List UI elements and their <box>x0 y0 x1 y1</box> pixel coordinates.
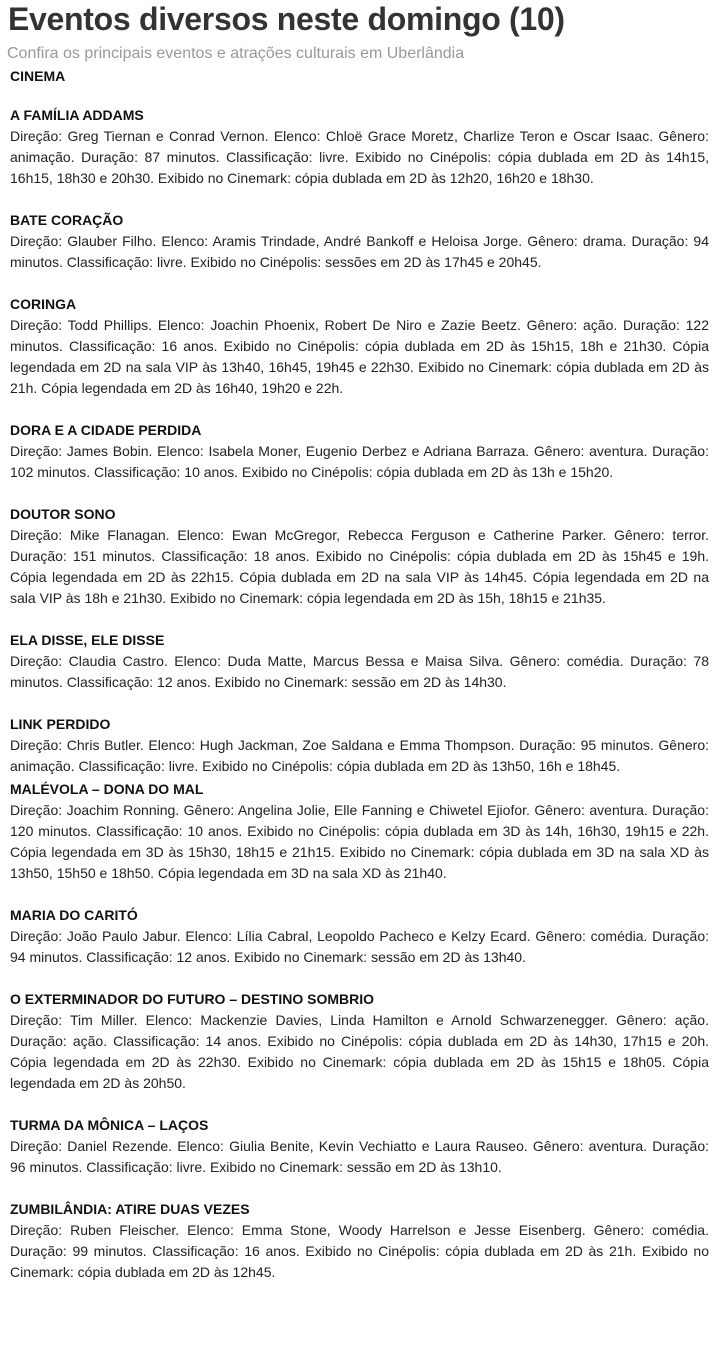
section-heading-cinema: CINEMA <box>10 68 66 84</box>
article-subtitle: Confira os principais eventos e atrações culturais em Uberlândia <box>7 45 465 62</box>
movie-description: Direção: Daniel Rezende. Elenco: Giulia Benite, Kevin Vechiatto e Laura Rauseo. Gênero: aventura. Duração: 96 minutos. Classificação: livre. Exibido no Cinemark: sessão em 2D às 13h10. <box>10 1138 709 1175</box>
movie-entry <box>10 420 709 483</box>
movie-description: Direção: Joachim Ronning. Gênero: Angelina Jolie, Elle Fanning e Chiwetel Ejiofor. Gênero: aventura. Duração: 120 minutos. Classificação: 10 anos. Exibido no Cinépolis: cópia dublada em 3D às 14h, 16h30, 19h15 e 22h. Cópia legendada em 3D às 15h30, 18h15 e 21h15. Exibido no Cinemark: cópia dublada em 3D na sala XD às 13h50, 15h50 e 18h50. Cópia legendada em 3D na sala XD às 21h40. <box>10 802 709 881</box>
movie-description: Direção: João Paulo Jabur. Elenco: Lília Cabral, Leopoldo Pacheco e Kelzy Ecard. Gênero: comédia. Duração: 94 minutos. Classificação: 12 anos. Exibido no Cinemark: sessão em 2D às 13h40. <box>10 928 709 965</box>
movie-entry <box>10 504 709 609</box>
movie-title: DOUTOR SONO <box>10 506 116 522</box>
movie-title: DORA E A CIDADE PERDIDA <box>10 422 202 438</box>
movie-title: MARIA DO CARITÓ <box>10 907 138 923</box>
movie-title: LINK PERDIDO <box>10 716 111 732</box>
article-title: Eventos diversos neste domingo (10) <box>8 1 565 37</box>
movie-entry <box>10 210 709 273</box>
movie-title: ELA DISSE, ELE DISSE <box>10 632 165 648</box>
movie-entry <box>10 905 709 968</box>
movie-entry <box>10 714 709 777</box>
movie-description: Direção: Todd Phillips. Elenco: Joachin Phoenix, Robert De Niro e Zazie Beetz. Gênero: ação. Duração: 122 minutos. Classificação: 16 anos. Exibido no Cinépolis: cópia dublada em 2D às 15h15, 18h e 21h30. Cópia legendada em 2D na sala VIP às 13h40, 16h45, 19h45 e 22h30. Exibido no Cinemark: cópia dublada em 2D às 21h. Cópia legendada em 2D às 16h40, 19h20 e 22h. <box>10 317 709 396</box>
movie-description: Direção: Ruben Fleischer. Elenco: Emma Stone, Woody Harrelson e Jesse Eisenberg. Gênero: comédia. Duração: 99 minutos. Classificação: 16 anos. Exibido no Cinépolis: cópia dublada em 2D às 21h. Exibido no Cinemark: cópia dublada em 2D às 12h45. <box>10 1222 709 1280</box>
movie-title: BATE CORAÇÃO <box>10 212 124 228</box>
movie-entry <box>10 105 709 189</box>
movie-description: Direção: Glauber Filho. Elenco: Aramis Trindade, André Bankoff e Heloisa Jorge. Gênero: drama. Duração: 94 minutos. Classificação: livre. Exibido no Cinépolis: sessões em 2D às 17h45 e 20h45. <box>10 233 709 270</box>
movie-description: Direção: Tim Miller. Elenco: Mackenzie Davies, Linda Hamilton e Arnold Schwarzenegger. Gênero: ação. Duração: ação. Classificação: 14 anos. Exibido no Cinépolis: cópia dublada em 2D às 14h30, 17h15 e 20h. Cópia legendada em 2D às 22h30. Exibido no Cinemark: cópia dublada em 2D às 15h15 e 18h05. Cópia legendada em 2D às 20h50. <box>10 1012 709 1091</box>
movie-description: Direção: Mike Flanagan. Elenco: Ewan McGregor, Rebecca Ferguson e Catherine Parker. Gênero: terror. Duração: 151 minutos. Classificação: 18 anos. Exibido no Cinépolis: cópia dublada em 2D às 15h45 e 19h. Cópia legendada em 2D às 22h15. Cópia dublada em 2D na sala VIP às 14h45. Cópia legendada em 2D na sala VIP às 18h e 21h30. Exibido no Cinemark: cópia legendada em 2D às 15h, 18h15 e 21h35. <box>10 527 709 606</box>
movie-description: Direção: Claudia Castro. Elenco: Duda Matte, Marcus Bessa e Maisa Silva. Gênero: comédia. Duração: 78 minutos. Classificação: 12 anos. Exibido no Cinemark: sessão em 2D às 14h30. <box>10 653 709 690</box>
movie-entry <box>10 1115 709 1178</box>
movie-description: Direção: Greg Tiernan e Conrad Vernon. Elenco: Chloë Grace Moretz, Charlize Teron e Oscar Isaac. Gênero: animação. Duração: 87 minutos. Classificação: livre. Exibido no Cinépolis: cópia dublada em 2D às 14h15, 16h15, 18h30 e 20h30. Exibido no Cinemark: cópia dublada em 2D às 12h20, 16h20 e 18h30. <box>10 128 709 186</box>
movie-description: Direção: James Bobin. Elenco: Isabela Moner, Eugenio Derbez e Adriana Barraza. Gênero: aventura. Duração: 102 minutos. Classificação: 10 anos. Exibido no Cinépolis: cópia dublada em 2D às 13h e 15h20. <box>10 443 709 480</box>
movie-entry <box>10 1199 709 1283</box>
movie-listing <box>10 105 709 1283</box>
movie-title: TURMA DA MÔNICA – LAÇOS <box>10 1117 209 1133</box>
movie-entry <box>10 294 709 399</box>
movie-title: ZUMBILÂNDIA: ATIRE DUAS VEZES <box>10 1201 250 1217</box>
movie-entry <box>10 779 709 884</box>
movie-title: MALÉVOLA – DONA DO MAL <box>10 781 204 797</box>
movie-title: A FAMÍLIA ADDAMS <box>10 107 144 123</box>
movie-title: CORINGA <box>10 296 77 312</box>
movie-entry <box>10 989 709 1094</box>
movie-title: O EXTERMINADOR DO FUTURO – DESTINO SOMBRIO <box>10 991 375 1007</box>
movie-entry <box>10 630 709 693</box>
movie-description: Direção: Chris Butler. Elenco: Hugh Jackman, Zoe Saldana e Emma Thompson. Duração: 95 minutos. Gênero: animação. Classificação: livre. Exibido no Cinépolis: cópia dublada em 2D às 13h50, 16h e 18h45. <box>10 737 709 774</box>
